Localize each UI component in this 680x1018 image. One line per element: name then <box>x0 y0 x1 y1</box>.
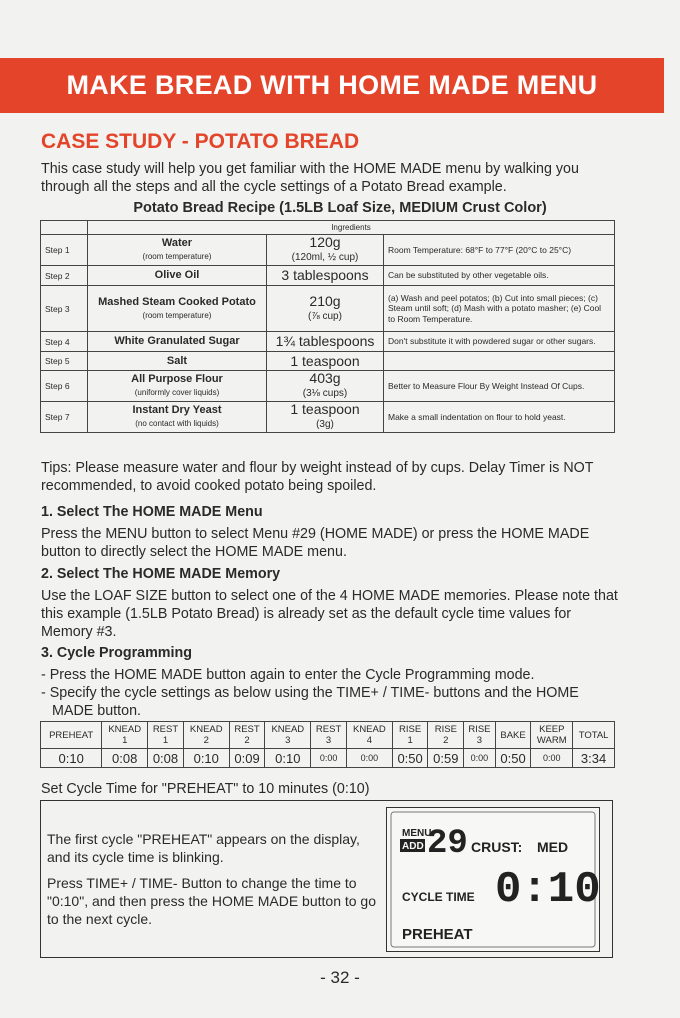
cycle-table <box>40 721 615 768</box>
cycle-header-line: 2 <box>443 735 449 746</box>
step-label: Step 4 <box>41 332 88 352</box>
recipe-row <box>41 235 615 266</box>
ingredient-note: Don't substitute it with powdered sugar or other sugars. <box>384 332 615 352</box>
intro-paragraph: This case study will help you get familiar with the HOME MADE menu by walking you through all the steps and all the cycle settings of a Potato Bread example. <box>41 161 579 195</box>
cycle-header <box>495 722 531 749</box>
tips-paragraph: Tips: Please measure water and flour by weight instead of by cups. Delay Timer is NOT recommended, to avoid cooked potato being spoiled. <box>41 460 594 494</box>
cycle-header-line: WARM <box>536 735 567 746</box>
cycle-header <box>346 722 392 749</box>
ingredient-name-text: All Purpose Flour <box>131 373 223 385</box>
step-label: Step 7 <box>41 402 88 433</box>
ingredient-qty-sub: (3⅛ cups) <box>302 388 348 399</box>
ingredient-qty-sub: (120ml, ½ cup) <box>291 252 359 263</box>
ingredient-qty-text: 1¾ tablespoons <box>275 333 375 349</box>
cycle-header <box>41 722 102 749</box>
lcd-display <box>386 807 600 952</box>
ingredient-qty <box>267 352 384 371</box>
ingredient-name <box>88 286 267 332</box>
ingredient-note: Make a small indentation on flour to hold yeast. <box>384 402 615 433</box>
cycle-header-line: 3 <box>476 735 483 746</box>
lcd-menu-number: 29 <box>427 825 468 863</box>
ingredient-name <box>88 235 267 266</box>
cycle-header-line: KEEP <box>539 724 565 735</box>
ingredient-name <box>88 402 267 433</box>
cycle-header <box>392 722 428 749</box>
ingredient-sub: (uniformly cover liquids) <box>134 388 220 397</box>
ingredient-qty-sub: (3g) <box>316 419 334 430</box>
lcd-crust-label: CRUST: <box>471 839 523 855</box>
recipe-row <box>41 402 615 433</box>
step3-bullet-2: - Specify the cycle settings as below using the TIME+ / TIME- buttons and the HOME <box>41 685 579 701</box>
step2-heading: 2. Select The HOME MADE Memory <box>41 566 281 582</box>
instruction-text <box>47 830 377 928</box>
cycle-header <box>265 722 311 749</box>
cycle-value: 0:10 <box>183 749 229 768</box>
cycle-header <box>464 722 495 749</box>
cycle-value: 0:10 <box>41 749 102 768</box>
cycle-header-line: 3 <box>325 735 332 746</box>
ingredient-name <box>88 266 267 286</box>
cycle-header <box>148 722 184 749</box>
recipe-row <box>41 352 615 371</box>
ingredient-sub: (no contact with liquids) <box>135 419 219 428</box>
step-label: Step 5 <box>41 352 88 371</box>
ingredient-sub: (room temperature) <box>142 252 212 261</box>
cycle-header-line: RISE <box>434 724 457 735</box>
cycle-header <box>573 722 615 749</box>
ingredient-sub: (room temperature) <box>142 310 212 320</box>
cycle-value: 0:00 <box>531 749 573 768</box>
cycle-header-line: KNEAD <box>352 724 386 735</box>
step3-bullet-1: - Press the HOME MADE button again to enter the Cycle Programming mode. <box>41 667 535 683</box>
cycle-header-line: 1 <box>407 735 413 746</box>
section-banner: MAKE BREAD WITH HOME MADE MENU <box>0 58 664 113</box>
ingredient-qty <box>267 286 384 332</box>
instruction-p2: Press TIME+ / TIME- Button to change the time to "0:10", and then press the HOME MADE button to go to the next cycle. <box>47 875 377 927</box>
cycle-header <box>229 722 265 749</box>
recipe-row <box>41 266 615 286</box>
cycle-header-line: KNEAD <box>189 724 223 735</box>
cycle-header <box>183 722 229 749</box>
cycle-value: 0:50 <box>392 749 428 768</box>
ingredient-name-text: Mashed Steam Cooked Potato <box>98 295 256 308</box>
cycle-value: 0:59 <box>428 749 464 768</box>
cycle-value: 0:10 <box>265 749 311 768</box>
ingredient-name <box>88 371 267 402</box>
ingredient-name-text: Water <box>161 237 193 249</box>
ingredient-name <box>88 352 267 371</box>
lcd-cycle-name: PREHEAT <box>402 926 473 943</box>
ingredient-qty-text: 403g <box>309 370 341 386</box>
ingredient-note: Better to Measure Flour By Weight Instead Of Cups. <box>384 371 615 402</box>
cycle-header <box>428 722 464 749</box>
cycle-value: 3:34 <box>573 749 615 768</box>
cycle-header-line: REST <box>152 724 179 735</box>
cycle-value: 0:00 <box>464 749 495 768</box>
ingredient-note: Room Temperature: 68°F to 77°F (20°C to 25°C) <box>384 235 615 266</box>
ingredient-qty-text: 210g <box>309 292 341 309</box>
set-cycle-text: Set Cycle Time for "PREHEAT" to 10 minutes (0:10) <box>41 781 370 797</box>
cycle-value: 0:50 <box>495 749 531 768</box>
instruction-p1: The first cycle "PREHEAT" appears on the display, and its cycle time is blinking. <box>47 831 360 865</box>
ingredient-note: (a) Wash and peel potatos; (b) Cut into small pieces; (c) Steam until soft; (d) Mash with a potato masher; (e) Cool to Room Temperature. <box>384 286 615 332</box>
lcd-time: 0:10 <box>495 865 599 915</box>
ingredient-qty-text: 3 tablespoons <box>281 267 369 283</box>
ingredient-note: Can be substituted by other vegetable oils. <box>384 266 615 286</box>
cycle-header-line: 3 <box>285 735 291 746</box>
recipe-row <box>41 332 615 352</box>
ingredient-qty <box>267 402 384 433</box>
cycle-header-line: 4 <box>366 735 372 746</box>
cycle-header-line: RISE <box>399 724 422 735</box>
ingredient-name <box>88 332 267 352</box>
recipe-title: Potato Bread Recipe (1.5LB Loaf Size, MEDIUM Crust Color) <box>133 200 547 216</box>
cycle-value: 0:08 <box>102 749 148 768</box>
ingredient-qty-sub: (⅞ cup) <box>308 310 342 322</box>
page-number: - 32 - <box>320 968 360 987</box>
cycle-header <box>102 722 148 749</box>
ingredient-qty <box>267 332 384 352</box>
cycle-header <box>531 722 573 749</box>
cycle-header <box>311 722 347 749</box>
step2-text: Use the LOAF SIZE button to select one of the 4 HOME MADE memories. Please note that this example (1.5LB Potato Bread) is already set as the default cycle time values for Memory #3. <box>41 588 618 640</box>
ingredient-qty <box>267 235 384 266</box>
cycle-value: 0:08 <box>148 749 184 768</box>
lcd-menu-label: MENU <box>402 828 432 839</box>
step-label: Step 6 <box>41 371 88 402</box>
case-study-title: CASE STUDY - POTATO BREAD <box>41 130 360 153</box>
cycle-header-line: KNEAD <box>271 724 305 735</box>
ingredient-qty-text: 1 teaspoon <box>290 401 360 417</box>
ingredients-header: Ingredients <box>88 221 615 235</box>
cycle-header-line: TOTAL <box>578 729 609 741</box>
ingredient-name-text: White Granulated Sugar <box>114 335 240 347</box>
ingredient-note <box>384 352 615 371</box>
ingredient-name-text: Salt <box>166 354 188 367</box>
step1-text: Press the MENU button to select Menu #29 (HOME MADE) or press the HOME MADE button to directly select the HOME MADE menu. <box>41 526 590 560</box>
cycle-header-line: 2 <box>203 735 209 746</box>
lcd-add-label: ADD <box>402 841 424 852</box>
lcd-svg <box>387 808 599 951</box>
cycle-header-line: 1 <box>162 735 169 746</box>
cycle-header-line: RISE <box>468 724 491 735</box>
recipe-table <box>40 220 615 433</box>
cycle-header-line: 2 <box>244 735 250 746</box>
step1-heading: 1. Select The HOME MADE Menu <box>41 504 263 520</box>
cycle-header-line: BAKE <box>500 729 526 741</box>
step-label: Step 3 <box>41 286 88 332</box>
step3-bullet-2-cont: MADE button. <box>52 703 141 719</box>
recipe-row <box>41 371 615 402</box>
step3-heading: 3. Cycle Programming <box>41 645 192 661</box>
ingredient-qty-text: 120g <box>309 234 341 250</box>
lcd-crust-value: MED <box>537 839 569 855</box>
ingredient-name-text: Instant Dry Yeast <box>132 404 222 416</box>
lcd-cycle-time-label: CYCLE TIME <box>402 890 475 904</box>
instruction-box <box>40 800 613 958</box>
cycle-value: 0:09 <box>229 749 265 768</box>
cycle-header-line: REST <box>234 724 260 735</box>
cycle-header-line: KNEAD <box>108 724 142 735</box>
cycle-value: 0:00 <box>311 749 347 768</box>
ingredient-qty <box>267 371 384 402</box>
ingredient-name-text: Olive Oil <box>154 269 200 281</box>
step-label: Step 2 <box>41 266 88 286</box>
cycle-header-line: 1 <box>122 735 128 746</box>
cycle-header-line: PREHEAT <box>49 729 94 741</box>
step-label: Step 1 <box>41 235 88 266</box>
ingredient-qty-text: 1 teaspoon <box>290 352 360 369</box>
cycle-value: 0:00 <box>346 749 392 768</box>
cycle-header-line: REST <box>315 724 342 735</box>
recipe-row <box>41 286 615 332</box>
ingredient-qty <box>267 266 384 286</box>
